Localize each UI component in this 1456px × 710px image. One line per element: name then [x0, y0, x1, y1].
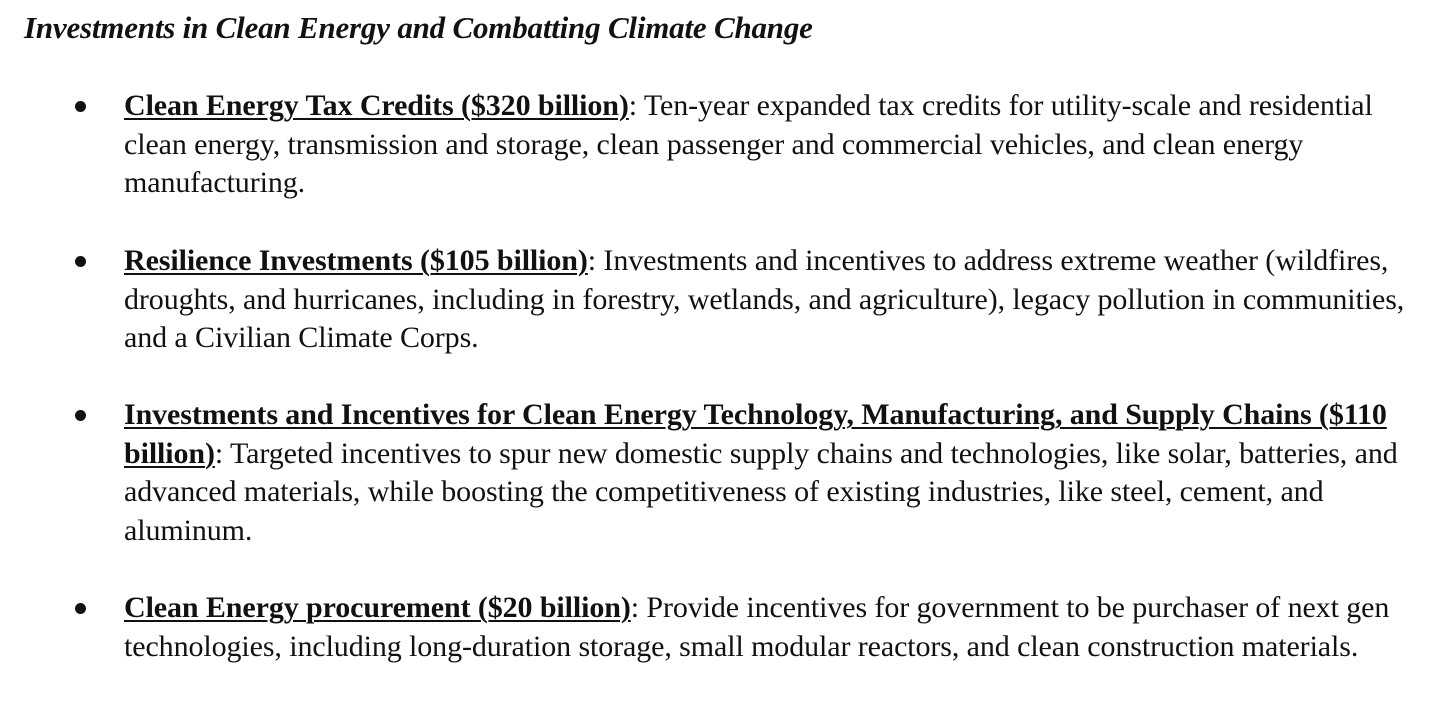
bullet-icon	[75, 101, 86, 112]
item-body: Ten-year expanded tax credits for utility-scale and residential clean energy, transmission and storage, clean passenger and commercial vehicles, and clean energy manufacturing.	[124, 89, 1373, 199]
item-heading: Investments and Incentives for Clean Energy Technology, Manufacturing, and Supply Chains ($110 billion)	[124, 398, 1387, 470]
bullet-icon	[75, 603, 86, 614]
item-separator: :	[628, 89, 638, 122]
list-item-clean-energy-tax-credits	[124, 87, 1424, 203]
item-separator: :	[214, 436, 224, 470]
list-item-clean-energy-procurement	[124, 589, 1424, 666]
list-item-resilience-investments	[124, 242, 1424, 358]
item-body: Provide incentives for government to be purchaser of next gen technologies, including long-duration storage, small modular reactors, and clean construction materials.	[124, 591, 1390, 663]
bullet-icon	[75, 410, 86, 421]
item-separator: :	[587, 244, 597, 277]
document-title: Investments in Clean Energy and Combatting Climate Change	[24, 10, 813, 45]
item-body: Investments and incentives to address extreme weather (wildfires, droughts, and hurricanes, including in forestry, wetlands, and agriculture), legacy pollution in communities, and a Civilian Climate Corps.	[124, 244, 1405, 354]
item-heading: Clean Energy procurement ($20 billion)	[124, 591, 631, 624]
item-heading: Resilience Investments ($105 billion)	[124, 244, 588, 277]
item-separator: :	[630, 591, 639, 624]
list-item-clean-energy-technology	[124, 396, 1424, 550]
item-heading: Clean Energy Tax Credits ($320 billion)	[124, 89, 629, 122]
bullet-icon	[75, 256, 86, 267]
item-body: Targeted incentives to spur new domestic supply chains and technologies, like solar, batteries, and advanced materials, while boosting the competitiveness of existing industries, like steel, cement, and aluminum.	[124, 436, 1398, 547]
